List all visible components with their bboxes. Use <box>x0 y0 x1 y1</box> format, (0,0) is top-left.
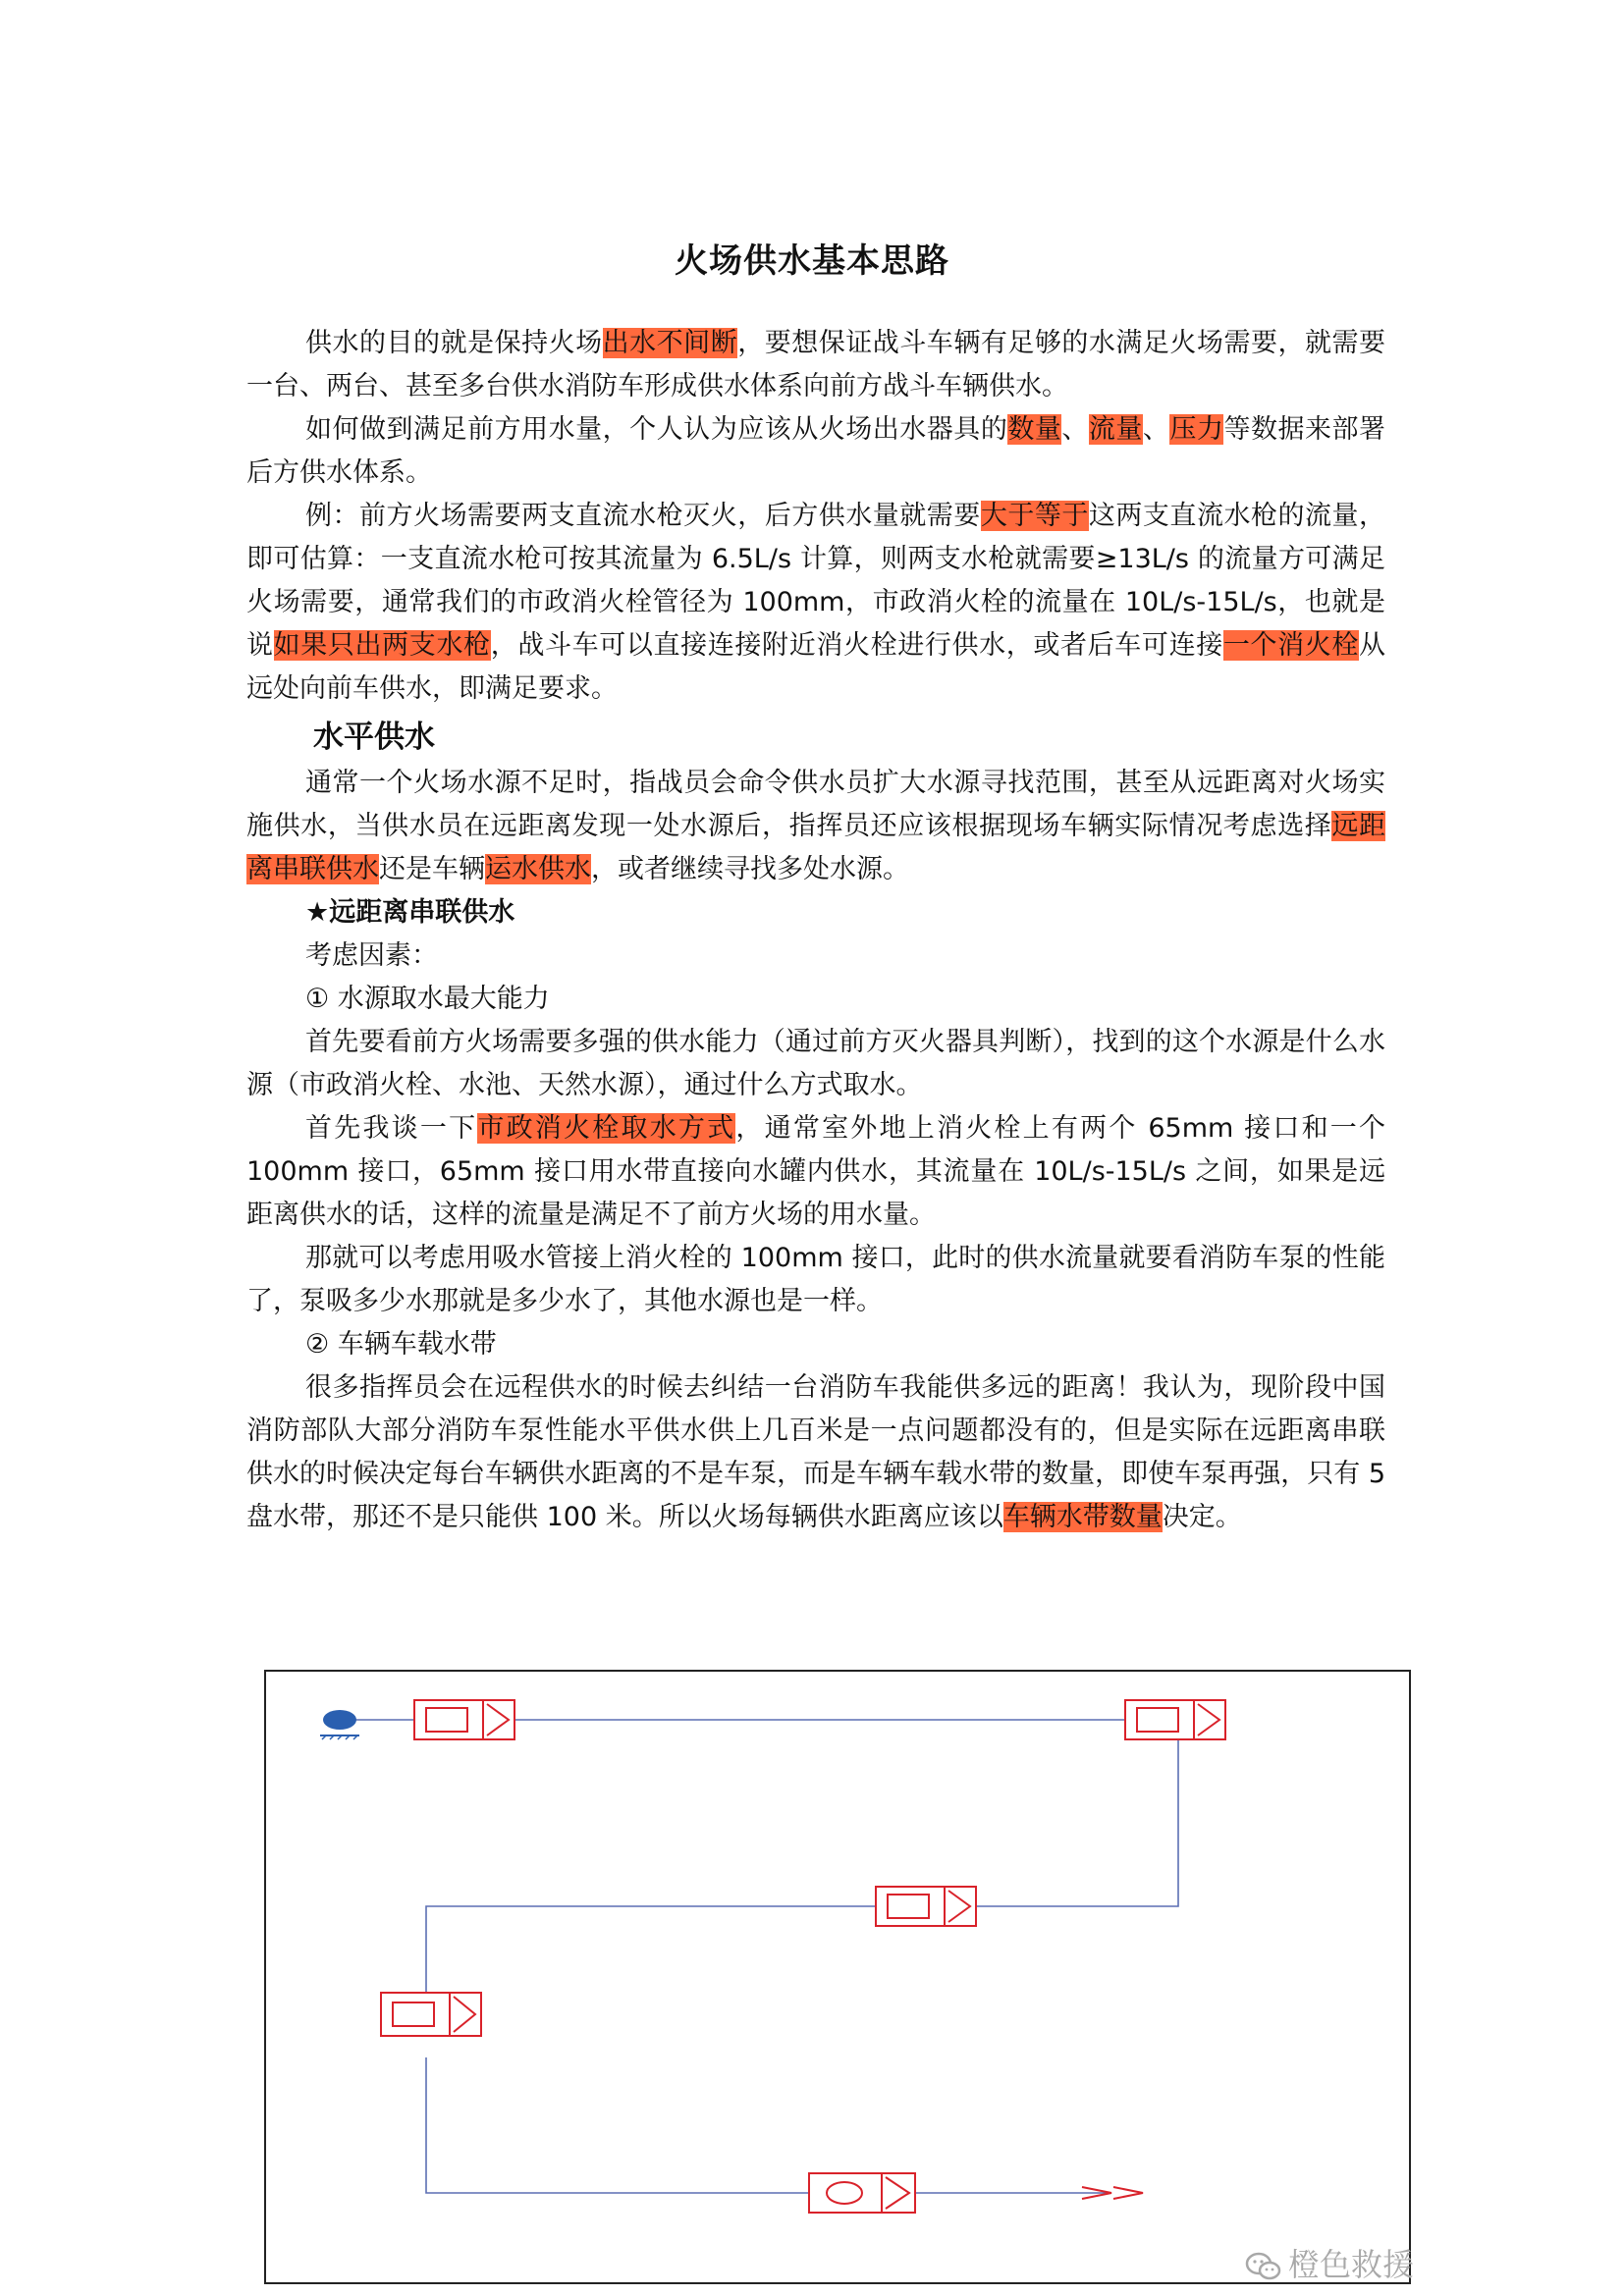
highlight: 市政消火栓取水方式 <box>477 1113 736 1144</box>
highlight: 大于等于 <box>980 501 1089 531</box>
hose-line <box>976 1737 1178 1906</box>
highlight: 如果只出两支水枪 <box>273 630 491 661</box>
highlight: 压力 <box>1169 414 1224 445</box>
article-body <box>246 322 1385 1539</box>
section-heading-horizontal-supply: 水平供水 <box>313 720 435 755</box>
highlight: 流量 <box>1088 414 1143 445</box>
fire-truck-icon <box>414 1700 514 1739</box>
highlight: 数量 <box>1007 414 1062 445</box>
hose-line <box>426 1906 876 1993</box>
relay-supply-diagram <box>263 1669 1415 2285</box>
paragraph-method: 如何做到满足前方用水量，个人认为应该从火场出水器具的数量、流量、压力等数据来部署后方供水体系。 <box>246 414 1386 488</box>
factors-label: 考虑因素： <box>305 940 438 971</box>
highlight: 一个消火栓 <box>1222 630 1360 661</box>
list-item-water-source: ① 水源取水最大能力 <box>305 984 550 1014</box>
fire-truck-icon <box>809 2173 915 2213</box>
watermark-text: 橙色救援 <box>1288 2246 1415 2283</box>
highlight: 运水供水 <box>485 854 591 884</box>
highlight: 出水不间断 <box>602 328 738 358</box>
fire-truck-icon <box>876 1887 976 1926</box>
paragraph-suction: 那就可以考虑用吸水管接上消火栓的 100mm 接口，此时的供水流量就要看消防车泵的性能了，泵吸多少水那就是多少水了，其他水源也是一样。 <box>246 1243 1385 1316</box>
highlight: 车辆水带数量 <box>1002 1502 1163 1532</box>
highlight: 远距离串联供水 <box>246 811 1386 884</box>
subheading-relay-supply: ★远距离串联供水 <box>305 897 515 928</box>
hose-line <box>426 2057 809 2193</box>
paragraph-example: 例：前方火场需要两支直流水枪灭火，后方供水量就需要大于等于这两支直流水枪的流量，即可估算：一支直流水枪可按其流量为 6.5L/s 计算，则两支水枪就需要≥13L/s 的流量方可满足火场需要，通常我们的市政消火栓管径为 100mm，市政消火栓的流量在 10L/s-15L/s，也就是说如果只出两支水枪，战斗车可以直接连接附近消火栓进行供水，或者后车可连接一个消火栓从远处向前车供水，即满足要求。 <box>246 501 1386 704</box>
water-source-icon <box>320 1710 359 1739</box>
watermark <box>1245 2240 1414 2285</box>
paragraph-hydrant: 首先我谈一下市政消火栓取水方式，通常室外地上消火栓上有两个 65mm 接口和一个 100mm 接口，65mm 接口用水带直接向水罐内供水，其流量在 10L/s-15L/s 之间，如果是远距离供水的话，这样的流量是满足不了前方火场的用水量。 <box>246 1113 1386 1230</box>
wechat-icon <box>1245 2252 1282 2281</box>
paragraph-horizontal: 通常一个火场水源不足时，指战员会命令供水员扩大水源寻找范围，甚至从远距离对火场实施供水，当供水员在远距离发现一处水源后，指挥员还应该根据现场车辆实际情况考虑选择远距离串联供水还是车辆运水供水，或者继续寻找多处水源。 <box>246 768 1386 884</box>
fire-truck-icon <box>381 1993 481 2036</box>
hose-lines <box>346 1720 1178 2193</box>
list-item-hose: ② 车辆车载水带 <box>305 1329 497 1360</box>
paragraph-hose-count: 很多指挥员会在远程供水的时候去纠结一台消防车我能供多远的距离！我认为，现阶段中国消防部队大部分消防车泵性能水平供水供上几百米是一点问题都没有的，但是实际在远距离串联供水的时候决定每台车辆供水距离的不是车泵，而是车辆车载水带的数量，即使车泵再强，只有 5 盘水带，那还不是只能供 100 米。所以火场每辆供水距离应该以车辆水带数量决定。 <box>246 1372 1385 1532</box>
paragraph-source-capacity: 首先要看前方火场需要多强的供水能力（通过前方灭火器具判断），找到的这个水源是什么水源（市政消火栓、水池、天然水源），通过什么方式取水。 <box>246 1027 1385 1100</box>
paragraph-purpose: 供水的目的就是保持火场出水不间断，要想保证战斗车辆有足够的水满足火场需要，就需要一台、两台、甚至多台供水消防车形成供水体系向前方战斗车辆供水。 <box>246 328 1386 401</box>
fire-truck-icon <box>1125 1700 1225 1739</box>
page-title: 火场供水基本思路 <box>675 241 949 281</box>
